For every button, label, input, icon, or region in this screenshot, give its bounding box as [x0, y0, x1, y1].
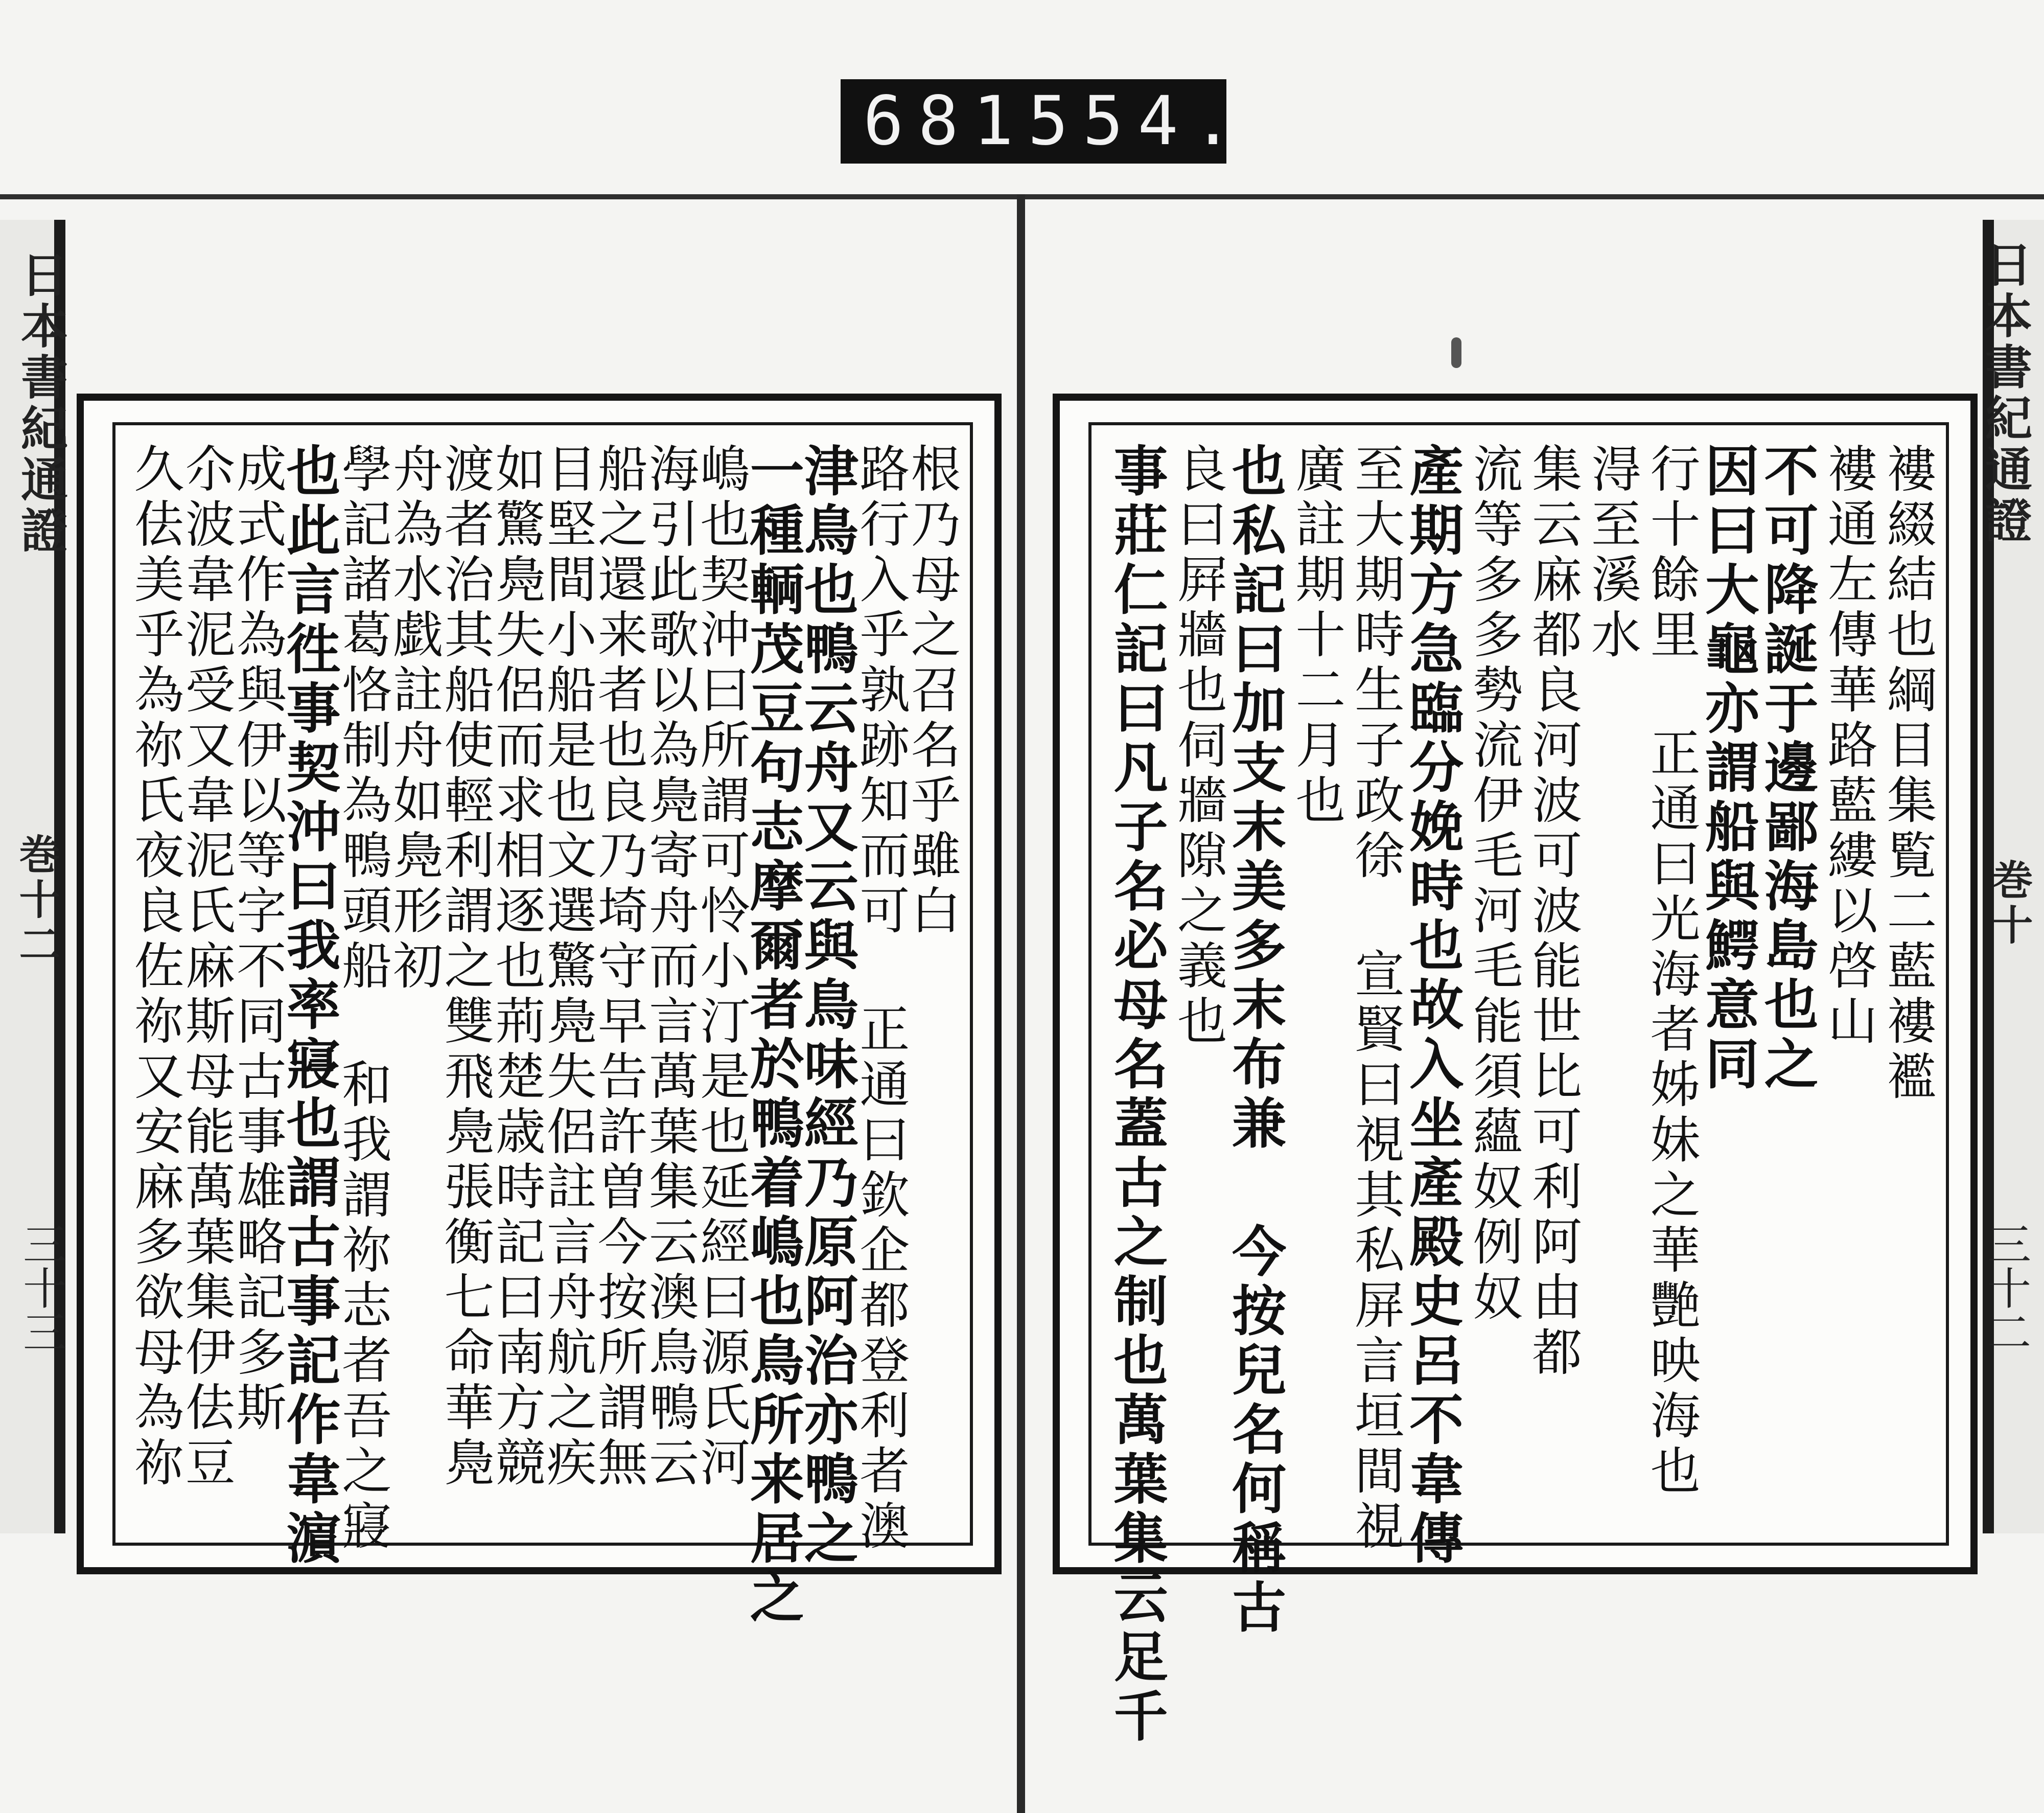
text-column: 集云麻都良河波可波能世比可利阿由都 — [1523, 443, 1582, 1381]
stamp-left-number: 681 — [863, 82, 1028, 160]
text-column: 一種輌茂豆句志摩爾者於鴨着嶋也鳥所来居之 — [741, 443, 805, 1628]
text-column: 至大期時生子政徐 宣賢曰視其私屏言垣間視 — [1346, 443, 1405, 1555]
left-page-frame — [77, 394, 1002, 1628]
text-column: 舟為水戯註舟如鳧形初 — [384, 443, 443, 995]
text-column: 事莊仁記曰凡子名必母名蓋古之制也萬葉集云足千 — [1105, 443, 1169, 1747]
right-edge-page: 三十二 — [1980, 1222, 2031, 1353]
text-column: 根乃母之召名乎雖白 — [902, 443, 961, 939]
text-column: 如驚鳧失侶而求相逐也荊楚歳時記曰南方競 — [487, 443, 546, 1491]
text-column: 成式作為與伊以等字不同古事雄略記多斯 — [228, 443, 287, 1436]
text-column: 褸綴結也綱目集覧二藍褸襤 — [1878, 443, 1937, 1105]
text-column: 流等多多勢流伊毛河毛能須蘊奴例奴 — [1464, 443, 1523, 1326]
left-page-text — [126, 443, 961, 1628]
archive-stamp — [841, 79, 1248, 164]
text-column: 褸通左傳華路藍縷以啓山 — [1819, 443, 1878, 1050]
text-column: 久佉美乎為祢氏夜良佐祢又安麻多欲母為祢 — [126, 443, 184, 1491]
text-column: 行十餘里 正通曰光海者姊妹之華艷映海也 — [1642, 443, 1701, 1500]
left-page-edge — [0, 220, 68, 1533]
left-edge-page: 三十三 — [15, 1222, 66, 1353]
text-column: 學記諸葛恪制為鴨頭船 和我謂祢志者吾之寢 — [333, 443, 392, 1555]
ink-smudge — [1451, 337, 1461, 368]
text-column: 船之還来者也良乃埼守早告許曽今按所謂無 — [589, 443, 648, 1491]
right-edge-volume: 巻十 — [1985, 859, 2033, 949]
left-edge-title: 日本書紀通證 — [13, 250, 68, 557]
text-column: 嶋也契沖曰所謂可怜小汀是也延經曰源氏河 — [691, 443, 750, 1491]
text-column: 產期方急臨分娩時也故入坐產殿史呂不韋傳 — [1401, 443, 1465, 1569]
text-column: 因曰大龜亦謂船與鰐意同 — [1696, 443, 1760, 1095]
right-edge-title: 日本書紀通證 — [1978, 240, 2033, 547]
text-column: 廣註期十二月也 — [1287, 443, 1345, 829]
text-column: 海引此歌以為鳧寄舟而言萬葉集云澳鳥鴨云 — [640, 443, 699, 1491]
text-column: 不可降誕于邊鄙海島也之 — [1755, 443, 1820, 1095]
right-page-edge — [1978, 220, 2044, 1533]
left-page-inner-border — [112, 422, 973, 1628]
text-column: 尒波韋泥受又韋泥氏麻斯母能萬葉集伊佉豆 — [177, 443, 236, 1491]
text-column: 目堅間小船是也文選驚鳧失侶註言舟航之疾 — [538, 443, 597, 1491]
right-page-inner-border — [1088, 422, 1949, 1747]
left-edge-volume: 巻十二 — [12, 833, 60, 968]
text-column: 良曰屛牆也伺牆隙之義也 — [1169, 443, 1227, 1050]
book-spine — [1017, 194, 1025, 1813]
text-column: 渡者治其船使輕利謂之雙飛鳧張衡七命華鳧 — [435, 443, 494, 1491]
text-column: 淂至溪水 — [1583, 443, 1641, 663]
text-column: 也私記曰加支末美多末布兼 今按兒名何稱古 — [1223, 443, 1288, 1638]
right-page-frame — [1053, 394, 1978, 1747]
right-page-text — [1105, 443, 1937, 1747]
stamp-right-number: 554. — [1028, 82, 1248, 160]
text-column: 津鳥也鴨云舟又云與鳥味經乃原阿治亦鴨之 — [795, 443, 860, 1569]
text-column: 路行入乎孰跡知而可 正通曰欽企都登利者澳 — [851, 443, 910, 1555]
text-column: 也此言徃事契沖曰我率寢也謂古事記作韋濵 — [277, 443, 342, 1569]
